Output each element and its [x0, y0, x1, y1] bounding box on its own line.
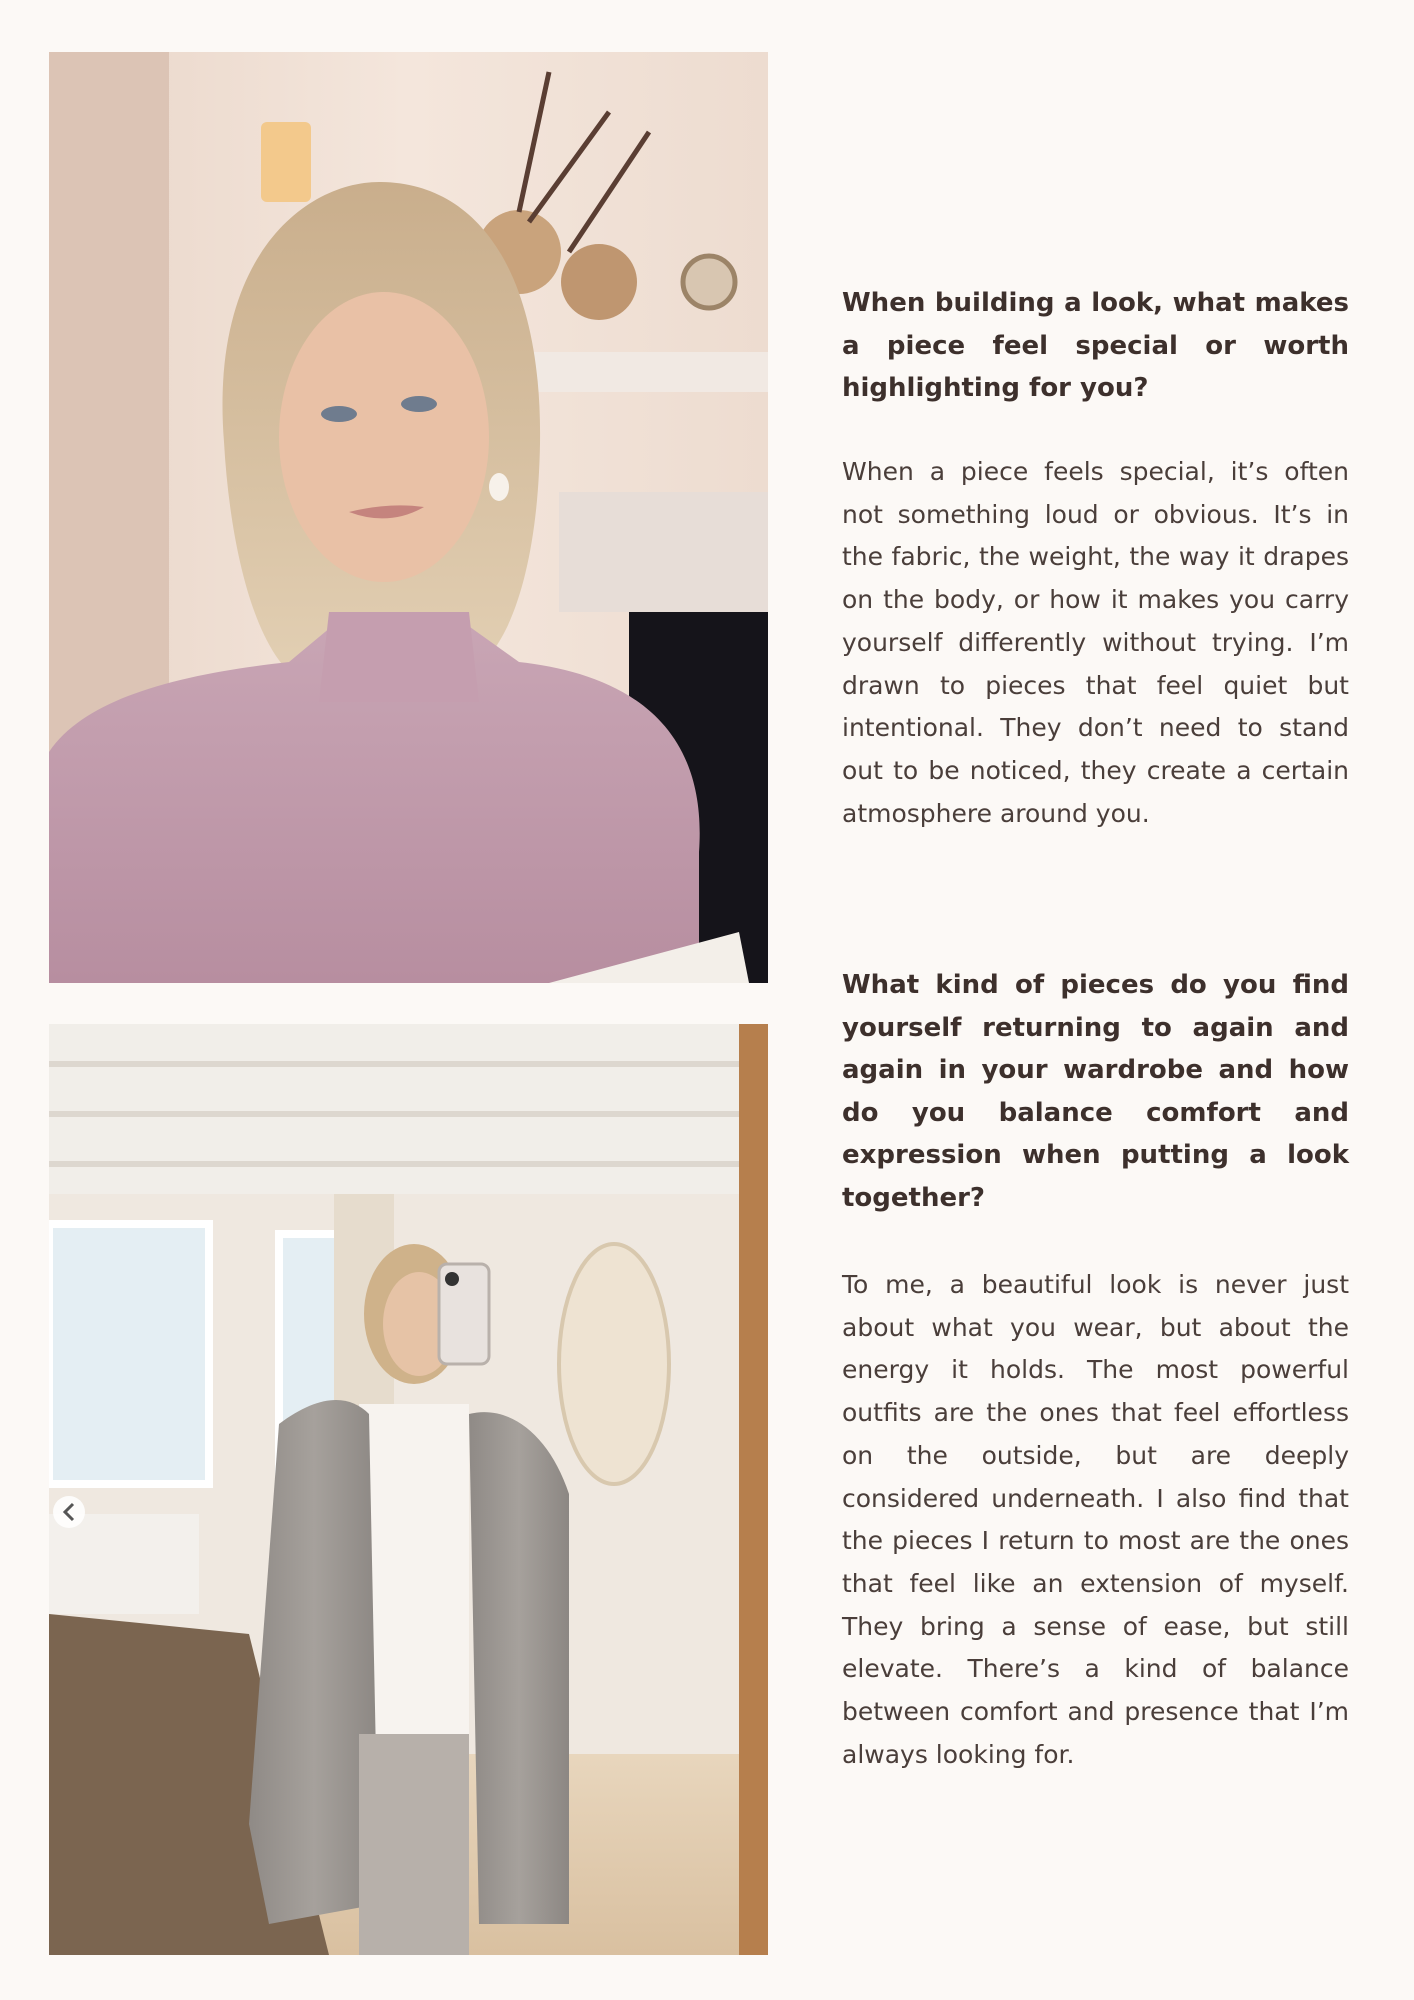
answer-2-paragraph: To me, a beautiful look is never just about what you wear, but about the energy it holds. The most powerful outfits are the ones that feel effortless on the outside, but are deeply considered underneath. I also find that the pieces I return to most are the ones that feel like an extension of myself. They bring a sense of ease, but still elevate. There’s a kind of balance between comfort and presence that I’m always looking for.: [842, 1270, 1349, 1769]
answer-1-paragraph: When a piece feels special, it’s often not something loud or obvious. It’s in the fabric, the weight, the way it drapes on the body, or how it makes you carry yourself differently without trying. I’m drawn to pieces that feel quiet but intentional. They don’t need to stand out to be noticed, they create a certain atmosphere around you.: [842, 457, 1349, 828]
mirror-selfie-photo: [49, 1024, 768, 1955]
question-2-heading: What kind of pieces do you find yourself returning to again and again in your wardrobe and how do you balance comfort and expression when putting a look together?: [842, 970, 1349, 1213]
answer-1-block: [842, 451, 1349, 835]
portrait-image: [49, 52, 768, 983]
question-2-block: [842, 964, 1349, 1219]
answer-2-block: [842, 1264, 1349, 1776]
mirror-selfie-image: [49, 1024, 768, 1955]
question-1-block: [842, 282, 1349, 410]
question-1-heading: When building a look, what makes a piece feel special or worth highlighting for you?: [842, 288, 1349, 403]
portrait-photo: [49, 52, 768, 983]
